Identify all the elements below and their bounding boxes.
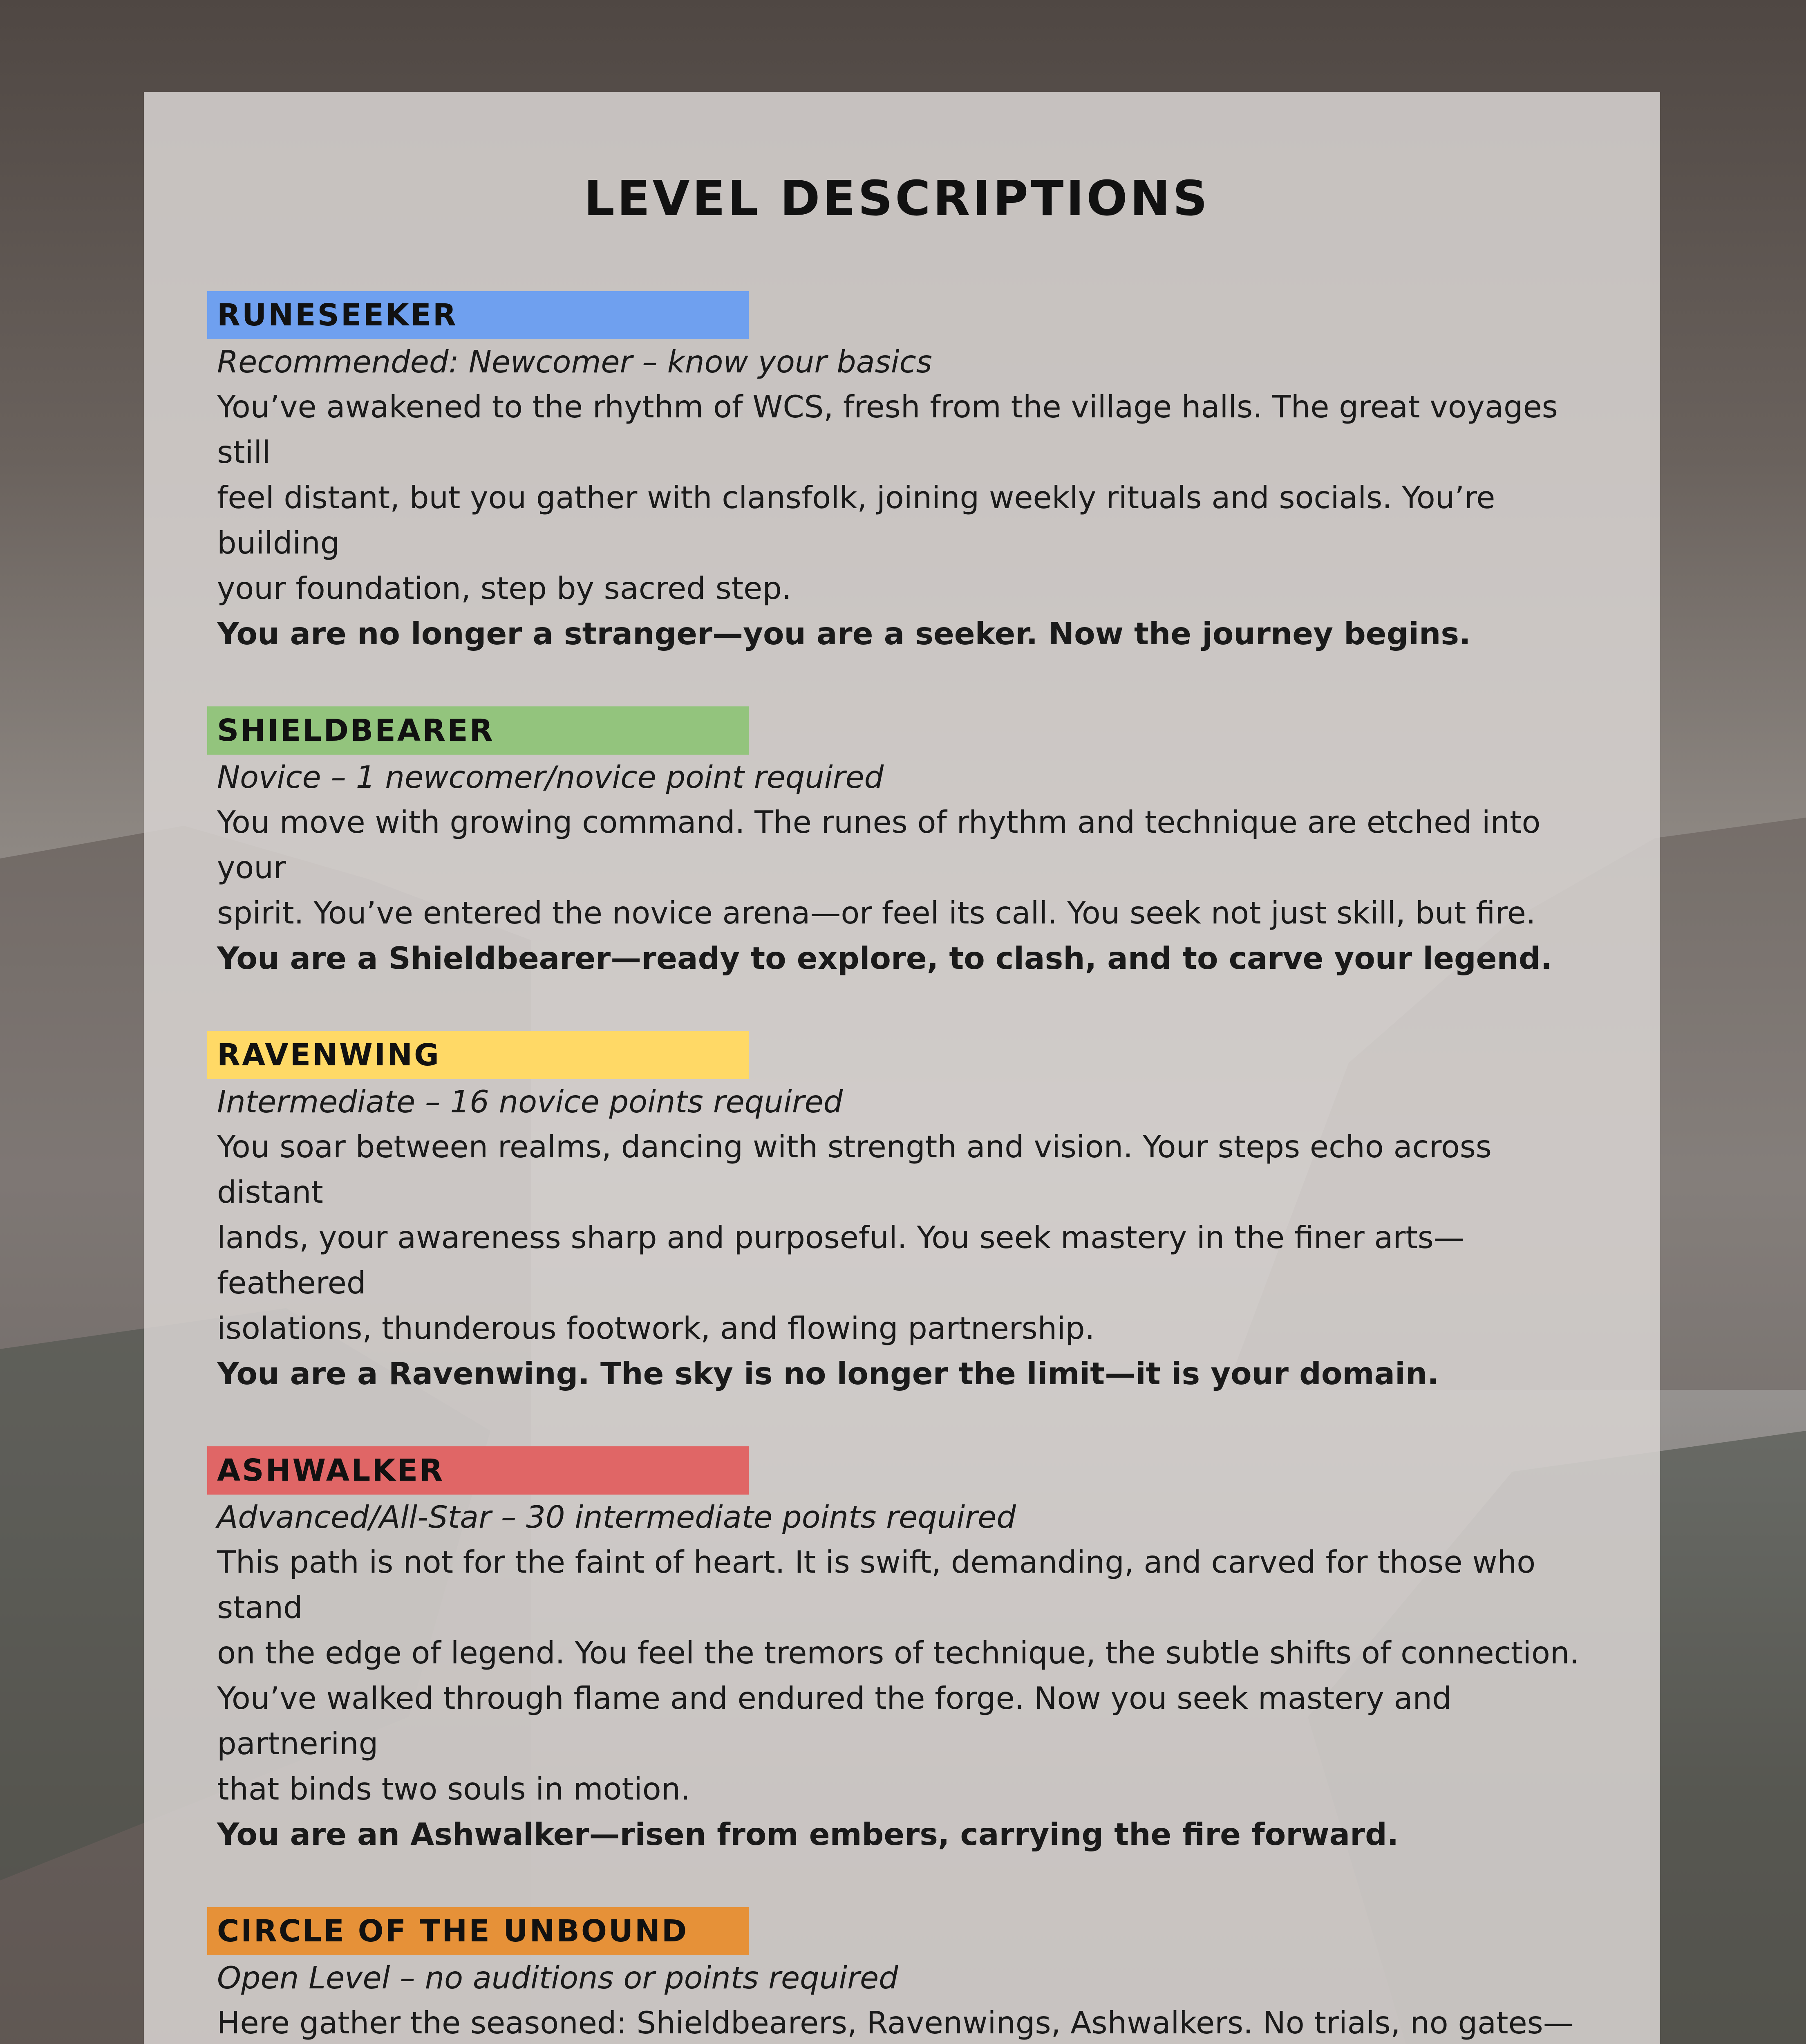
level-description-line: You move with growing command. The runes of rhythm and technique are etched into your: [217, 804, 1541, 885]
level-description-line: lands, your awareness sharp and purposeful. You seek mastery in the finer arts—feathered: [217, 1219, 1464, 1301]
level-ravenwing: [207, 1031, 1587, 1396]
level-motto: You are a Shieldbearer—ready to explore, to clash, and to carve your legend.: [217, 940, 1553, 976]
page-title: LEVEL DESCRIPTIONS: [584, 170, 1210, 226]
level-heading: CIRCLE OF THE UNBOUND: [207, 1907, 749, 1955]
level-requirement: Advanced/All-Star – 30 intermediate points required: [217, 1499, 1016, 1535]
level-requirement: Open Level – no auditions or points required: [217, 1959, 898, 1996]
level-description-line: You’ve awakened to the rhythm of WCS, fresh from the village halls. The great voyages still: [217, 388, 1558, 470]
level-motto: You are an Ashwalker—risen from embers, carrying the fire forward.: [217, 1816, 1399, 1852]
level-heading: ASHWALKER: [207, 1446, 749, 1495]
level-heading: SHIELDBEARER: [207, 706, 749, 755]
level-motto: You are no longer a stranger—you are a seeker. Now the journey begins.: [217, 615, 1471, 652]
level-description-line: your foundation, step by sacred step.: [217, 570, 792, 606]
level-description-line: You’ve walked through flame and endured the forge. Now you seek mastery and partnering: [217, 1680, 1452, 1762]
level-description-line: that binds two souls in motion.: [217, 1771, 691, 1807]
level-descriptions-panel: [144, 92, 1660, 2044]
level-description-line: on the edge of legend. You feel the tremors of technique, the subtle shifts of connection.: [217, 1634, 1580, 1671]
level-description-line: isolations, thunderous footwork, and flowing partnership.: [217, 1310, 1095, 1346]
level-description-line: You soar between realms, dancing with strength and vision. Your steps echo across distant: [217, 1128, 1492, 1210]
level-heading: RUNESEEKER: [207, 291, 749, 339]
level-motto: You are a Ravenwing. The sky is no longer the limit—it is your domain.: [217, 1355, 1439, 1392]
level-runeseeker: [207, 291, 1587, 657]
level-description-line: Here gather the seasoned: Shieldbearers, Ravenwings, Ashwalkers. No trials, no gates—: [217, 2004, 1574, 2041]
level-ashwalker: [207, 1446, 1587, 1857]
level-description-line: feel distant, but you gather with clansfolk, joining weekly rituals and socials. You’re building: [217, 479, 1495, 561]
level-circle-of-the-unbound: [207, 1907, 1587, 2044]
level-heading: RAVENWING: [207, 1031, 749, 1079]
level-requirement: Intermediate – 16 novice points required: [217, 1083, 843, 1120]
level-shieldbearer: [207, 706, 1587, 981]
level-requirement: Recommended: Newcomer – know your basics: [217, 343, 932, 380]
level-requirement: Novice – 1 newcomer/novice point required: [217, 759, 884, 795]
level-description-line: This path is not for the faint of heart. It is swift, demanding, and carved for those who stand: [217, 1544, 1536, 1625]
level-description-line: spirit. You’ve entered the novice arena—or feel its call. You seek not just skill, but fire.: [217, 894, 1536, 931]
